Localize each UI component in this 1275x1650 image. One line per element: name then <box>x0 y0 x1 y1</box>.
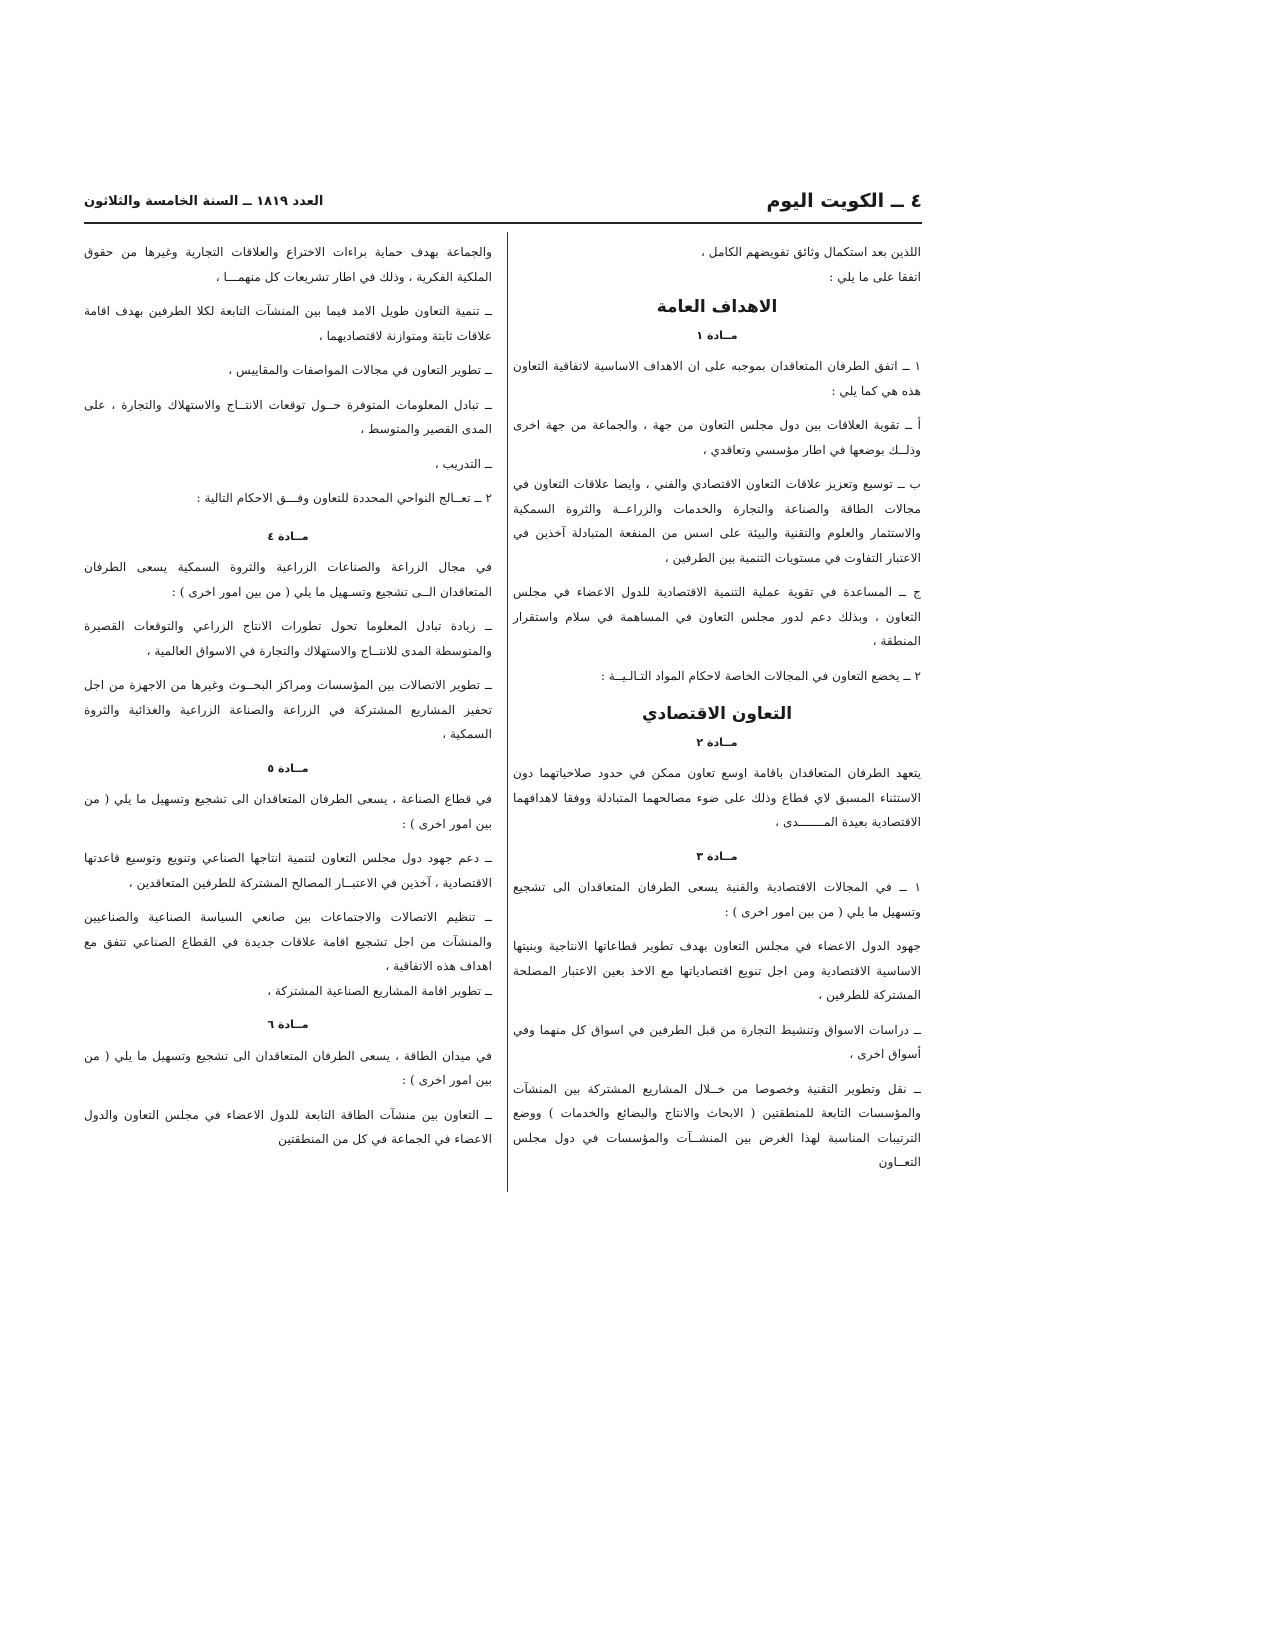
paragraph: ٢ ــ تعــالج النواحي المحددة للتعاون وفـــق الاحكام التالية : <box>196 491 492 505</box>
paragraph: ١ ــ اتفق الطرفان المتعاقدان بموجبه على ان الاهداف الاساسية لاتفاقية التعاون هذه هي كما يلي : <box>513 359 921 398</box>
paragraph: في مجال الزراعة والصناعات الزراعية والثروة السمكية يسعى الطرفان المتعاقدان الــى تشجيع وتسـهيل ما يلي ( من بين امور اخرى ) : <box>84 560 492 599</box>
list-item: ــ تبادل المعلومات المتوفرة حــول توقعات الانتــاج والاستهلاك والتجارة ، على المدى القصير والمتوسط ، <box>84 397 492 436</box>
article-label: مــادة ١ <box>696 328 738 342</box>
list-item: ــ التدريب ، <box>434 456 492 471</box>
paragraph: ــ دراسات الاسواق وتنشيط التجارة من قبل الطرفين في اسواق كل منهما وفي أسواق اخرى ، <box>513 1022 921 1061</box>
paragraph: ج ــ المساعدة في تقوية عملية التنمية الاقتصادية للدول الاعضاء في مجلس التعاون ، وبذلك دعم لدور مجلس التعاون في المساهمة في سلام واستقرار المنطقة ، <box>513 585 921 648</box>
paragraph: في ميدان الطاقة ، يسعى الطرفان المتعاقدان الى تشجيع وتسهيل ما يلي ( من بين امور اخرى ) : <box>84 1048 492 1087</box>
right-column <box>513 240 921 1185</box>
section-title: التعاون الاقتصادي <box>641 704 793 724</box>
paragraph: والجماعة بهدف حماية براءات الاختراع والعلاقات التجارية وغيرها من حقوق الملكية الفكرية ، وذلك في اطار تشريعات كل منهمـــا ، <box>84 245 492 284</box>
list-item: ــ تطوير الاتصالات بين المؤسسات ومراكز البحــوث وغيرها من الاجهزة من اجل تحفيز المشاريع المشتركة في الزراعة والصناعة الزراعية والغذائية والثروة السمكية ، <box>84 678 492 741</box>
section-title: الاهداف العامة <box>656 297 778 317</box>
intro-line: اللذين بعد استكمال وثائق تفويضهم الكامل ، <box>700 245 921 259</box>
intro-line: اتفقا على ما يلي : <box>829 269 921 284</box>
paragraph: ب ــ توسيع وتعزيز علاقات التعاون الاقتصادي والفني ، وايضا علاقات التعاون في مجالات الطاقة والصناعة والتجارة والخدمات والزراعــة والثروة السمكية والاستثمار والعلوم والتقنية والبيئة على اسس من المنفعة المتبادلة آخذين في الاعتبار التفاوت في مستويات التنمية بين الطرفين ، <box>513 477 921 565</box>
list-item: ــ زيادة تبادل المعلوما تحول تطورات الانتاج الزراعي والتوقعات القصيرة والمتوسطة المدى للانتــاج والاستهلاك والتجارة في الاسواق العالمية ، <box>84 619 492 658</box>
article-label: مــادة ٦ <box>267 1018 309 1031</box>
list-item: ــ تطوير التعاون في مجالات المواصفات والمقاييس ، <box>228 363 492 377</box>
issue-info: العدد ١٨١٩ ــ السنة الخامسة والثلاثون <box>84 194 324 209</box>
article-label: مــادة ٥ <box>267 761 309 775</box>
left-column <box>84 240 492 1162</box>
list-item: ــ تنمية التعاون طويل الامد فيما بين المنشآت التابعة لكلا الطرفين بهدف اقامة علاقات ثابتة ومتوازنة لاقتصاديهما ، <box>84 304 492 343</box>
page-header <box>84 190 922 220</box>
paragraph: ١ ــ في المجالات الاقتصادية والفنية يسعى الطرفان المتعاقدان الى تشجيع وتسهيل ما يلي ( من بين امور اخرى ) : <box>513 880 921 919</box>
list-item: ــ تنظيم الاتصالات والاجتماعات بين صانعي السياسة الصناعية والصناعيين والمنشآت من اجل تشجيع اقامة علاقات جديدة في القطاع الصناعي تتفق مع اهداف هذه الاتفاقية ، <box>84 910 492 973</box>
list-item: ــ التعاون بين منشآت الطاقة التابعة للدول الاعضاء في مجلس التعاون والدول الاعضاء في الجماعة في كل من المنطقتين <box>84 1107 492 1146</box>
paragraph: جهود الدول الاعضاء في مجلس التعاون بهدف تطوير قطاعاتها الانتاجية وبنيتها الاساسية الاقتصادية ومن اجل تنويع اقتصادياتها مع الاخذ بعين الاعتبار المصلحة المشتركة للطرفين ، <box>513 939 921 1002</box>
paragraph: يتعهد الطرفان المتعاقدان باقامة اوسع تعاون ممكن في حدود صلاحياتهما دون الاستثناء المسبق لاي قطاع وذلك على ضوء مصالحهما المتبادلة ووفقا لاهدافهما الاقتصادية بعيدة المـــــــدى ، <box>513 766 921 829</box>
paragraph: ٢ ــ يخضع التعاون في المجالات الخاصة لاحكام المواد التـالـيــة : <box>600 668 921 683</box>
list-item: ــ دعم جهود دول مجلس التعاون لتنمية انتاجها الصناعي وتنويع وتوسيع قاعدتها الاقتصادية ، آخذين في الاعتبــار المصالح المشتركة للطرفين المتعاقدين ، <box>84 851 492 890</box>
article-label: مــادة ٤ <box>267 529 309 543</box>
paragraph: أ ــ تقوية العلاقات بين دول مجلس التعاون من جهة ، والجماعة من جهة اخرى وذلــك بوضعها في اطار مؤسسي وتعاقدي ، <box>513 418 921 457</box>
paragraph: ــ نقل وتطوير التقنية وخصوصا من خــلال المشاريع المشتركة بين المنشآت والمؤسسات التابعة للمنطقتين ( الابحاث والانتاج والبضائع والخدمات ) ووضع الترتيبات المناسبة لهذا الغرض بين المنشــآت والمؤسسات في دول مجلس التعــاون <box>513 1081 921 1169</box>
article-label: مــادة ٣ <box>696 849 738 863</box>
paragraph: في قطاع الصناعة ، يسعى الطرفان المتعاقدان الى تشجيع وتسهيل ما يلي ( من بين امور اخرى ) : <box>84 792 492 831</box>
article-label: مــادة ٢ <box>696 735 738 749</box>
page-title: ٤ ــ الكويت اليوم <box>766 190 922 212</box>
header-rule <box>84 222 922 224</box>
column-divider <box>507 232 508 1192</box>
list-item: ــ تطوير اقامة المشاريع الصناعية المشتركة ، <box>267 983 492 998</box>
